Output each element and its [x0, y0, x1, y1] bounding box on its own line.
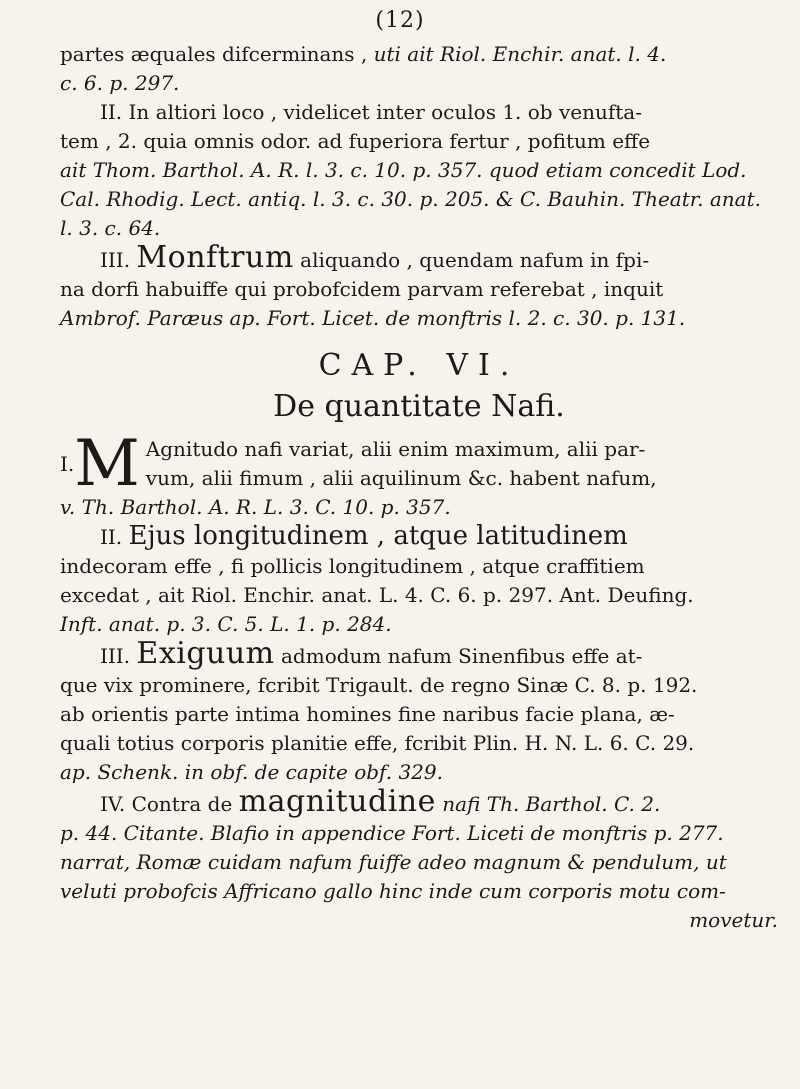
paragraph-line: II. In altiori loco , videlicet inter oculos 1. ob venufta- — [100, 100, 642, 124]
paragraph-line — [60, 522, 778, 552]
text-span: aliquando , quendam nafum in fpi- — [293, 248, 650, 272]
paragraph-line: excedat , ait Riol. Enchir. anat. L. 4. C. 6. p. 297. Ant. Deufing. — [60, 583, 694, 607]
citation-line: ait Thom. Barthol. A. R. l. 3. c. 10. p. 357. quod etiam concedit Lod. — [60, 158, 747, 182]
section-title: De quantitate Nafi. — [273, 389, 565, 424]
paragraph-line: Agnitudo nafi variat, alii enim maximum, alii par- — [145, 437, 646, 461]
citation: nafi Th. Barthol. C. 2. — [435, 792, 661, 816]
citation-line: l. 3. c. 64. — [60, 216, 161, 240]
paragraph-line: tem , 2. quia omnis odor. ad fuperiora fertur , pofitum effe — [60, 129, 651, 153]
paragraph-line: na dorfi habuiffe qui probofcidem parvam referebat , inquit — [60, 277, 664, 301]
text-line — [60, 40, 778, 69]
keyword: Ejus longitudinem , atque latitudinem — [128, 521, 628, 551]
citation-line: v. Th. Barthol. A. R. L. 3. C. 10. p. 357. — [60, 495, 451, 519]
paragraph-line: indecoram effe , fi pollicis longitudinem , atque craffitiem — [60, 554, 645, 578]
text-span: III. — [100, 644, 137, 668]
citation-line: Ambrof. Paræus ap. Fort. Licet. de monftris l. 2. c. 30. p. 131. — [60, 306, 686, 330]
drop-cap-paragraph — [60, 427, 778, 522]
text-span: admodum nafum Sinenfibus effe at- — [274, 644, 643, 668]
drop-cap-letter: M — [74, 427, 140, 501]
drop-cap — [60, 427, 140, 501]
citation-line: Cal. Rhodig. Lect. antiq. l. 3. c. 30. p. 205. & C. Bauhin. Theatr. anat. — [60, 187, 761, 211]
citation-line: narrat, Romæ cuidam nafum fuiffe adeo magnum & pendulum, ut — [60, 850, 727, 874]
keyword: Monftrum — [136, 240, 294, 275]
citation-line: c. 6. p. 297. — [60, 71, 180, 95]
paragraph-number: I. — [60, 452, 75, 476]
citation-line: p. 44. Citante. Blafio in appendice Fort. Liceti de monftris p. 277. — [60, 821, 724, 845]
page-number: (12) — [375, 8, 425, 33]
citation-line: movetur. — [689, 908, 778, 932]
text-span: II. — [100, 525, 129, 549]
text-span: III. — [100, 248, 137, 272]
page-body — [60, 40, 778, 935]
paragraph-line: vum, alii fimum , alii aquilinum &c. habent nafum, — [145, 466, 657, 490]
paragraph-line: ab orientis parte intima homines fine naribus facie plana, æ- — [60, 702, 675, 726]
citation: uti ait Riol. Enchir. anat. l. 4. — [373, 42, 667, 66]
paragraph-line: quali totius corporis planitie effe, fcribit Plin. H. N. L. 6. C. 29. — [60, 731, 695, 755]
citation-line: veluti probofcis Affricano gallo hinc inde cum corporis motu com- — [60, 879, 726, 903]
paragraph-line: que vix prominere, fcribit Trigault. de regno Sinæ C. 8. p. 192. — [60, 673, 698, 697]
paragraph-line — [60, 636, 778, 671]
text-span: IV. Contra de — [100, 792, 239, 816]
keyword: Exiguum — [136, 636, 275, 671]
chapter-heading: CAP. VI. — [318, 348, 520, 383]
keyword: magnitudine — [238, 784, 436, 819]
paragraph-line — [60, 240, 778, 275]
citation-line: ap. Schenk. in obf. de capite obf. 329. — [60, 760, 443, 784]
citation-line: Inft. anat. p. 3. C. 5. L. 1. p. 284. — [60, 612, 392, 636]
text-span: partes æquales difcerminans , — [60, 42, 374, 66]
paragraph-line — [60, 784, 778, 819]
